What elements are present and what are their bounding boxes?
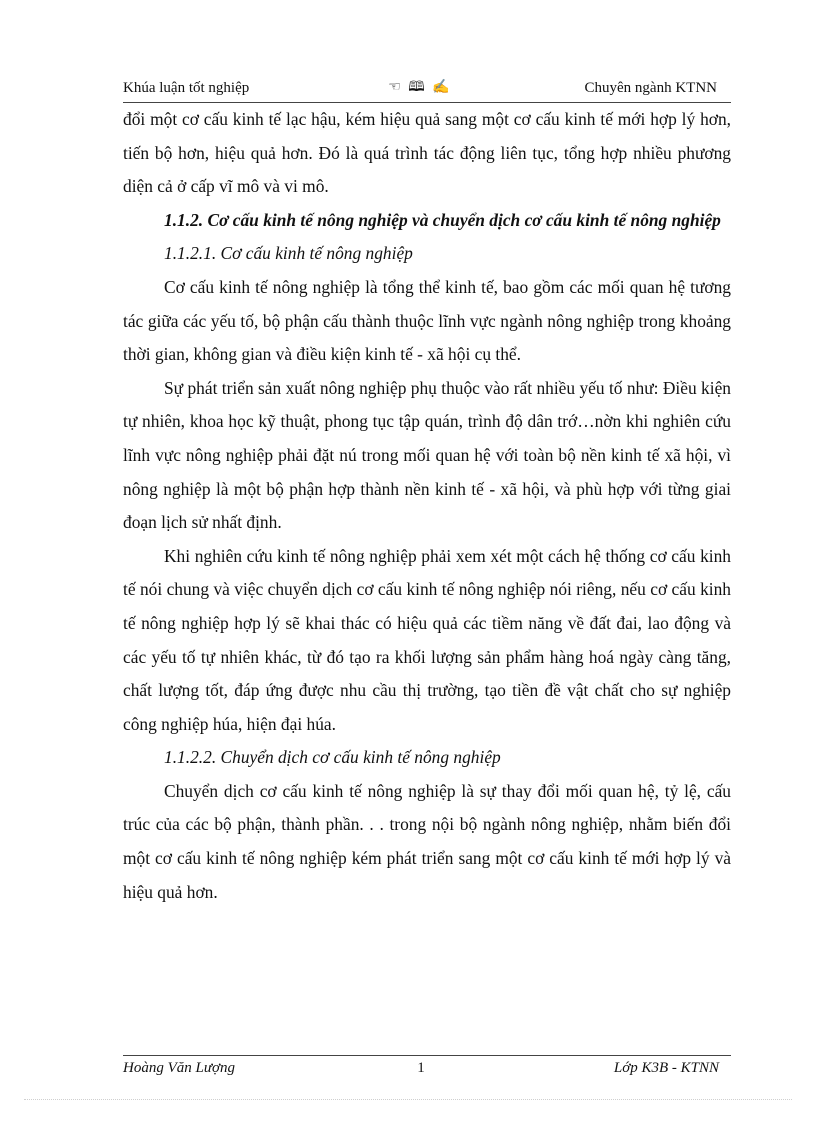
footer-rule [123,1055,731,1056]
page-header [123,76,731,100]
section-heading-1-1-2: 1.1.2. Cơ cấu kinh tế nông nghiệp và chuyển dịch cơ cấu kinh tế nông nghiệp [164,209,721,230]
subsection-heading-1-1-2-2: 1.1.2.2. Chuyển dịch cơ cấu kinh tế nông nghiệp [164,747,501,768]
page-number: 1 [417,1059,425,1076]
page-bottom-dotted-line [24,1099,792,1100]
page-content [123,103,731,909]
paragraph-transition: Chuyển dịch cơ cấu kinh tế nông nghiệp là sự thay đổi mối quan hệ, tỷ lệ, cấu trúc của các bộ phận, thành phần. . . trong nội bộ ngành nông nghiệp, nhằm biến đổi một cơ cấu kinh tế nông nghiệp kém phát triển sang một cơ cấu kinh tế mới hợp lý và hiệu quả hơn. [123,780,731,902]
subsection-heading-1-1-2-1: 1.1.2.1. Cơ cấu kinh tế nông nghiệp [164,243,413,264]
header-ornament: ☜ 🕮 ✍ [388,80,452,95]
footer-class: Lớp K3B - KTNN [613,1059,720,1076]
paragraph-definition: Cơ cấu kinh tế nông nghiệp là tổng thể kinh tế, bao gồm các mối quan hệ tương tác giữa các yếu tố, bộ phận cấu thành thuộc lĩnh vực ngành nông nghiệp trong khoảng thời gian, không gian và điều kiện kinh tế - xã hội cụ thể. [123,276,731,365]
paragraph-factors: Sự phát triển sản xuất nông nghiệp phụ thuộc vào rất nhiều yếu tố như: Điều kiện tự nhiên, khoa học kỹ thuật, phong tục tập quán, trình độ dân trớ…nờn khi nghiên cứu lĩnh vực nông nghiệp phải đặt nú trong mối quan hệ với toàn bộ nền kinh tế xã hội, vì nông nghiệp là một bộ phận hợp thành nền kinh tế - xã hội, và phù hợp với từng giai đoạn lịch sử nhất định. [123,377,731,533]
page-footer [123,1057,731,1079]
paragraph-research: Khi nghiên cứu kinh tế nông nghiệp phải xem xét một cách hệ thống cơ cấu kinh tế nói chung và việc chuyển dịch cơ cấu kinh tế nông nghiệp nói riêng, nếu cơ cấu kinh tế nông nghiệp hợp lý sẽ khai thác có hiệu quả các tiềm năng về đất đai, lao động và các yếu tố tự nhiên khác, từ đó tạo ra khối lượng sản phẩm hàng hoá ngày càng tăng, chất lượng tốt, đáp ứng được nhu cầu thị trường, tạo tiền đề vật chất cho sự nghiệp công nghiệp húa, hiện đại húa. [123,545,731,734]
header-left-text: Khúa luận tốt nghiệp [123,79,250,96]
footer-author: Hoàng Văn Lượng [123,1059,236,1076]
header-right-text: Chuyên ngành KTNN [584,79,717,96]
paragraph-continuation: đổi một cơ cấu kinh tế lạc hậu, kém hiệu quả sang một cơ cấu kinh tế mới hợp lý hơn, tiến bộ hơn, hiệu quả hơn. Đó là quá trình tác động liên tục, tổng hợp nhiều phương diện cả ở cấp vĩ mô và vi mô. [123,109,731,197]
